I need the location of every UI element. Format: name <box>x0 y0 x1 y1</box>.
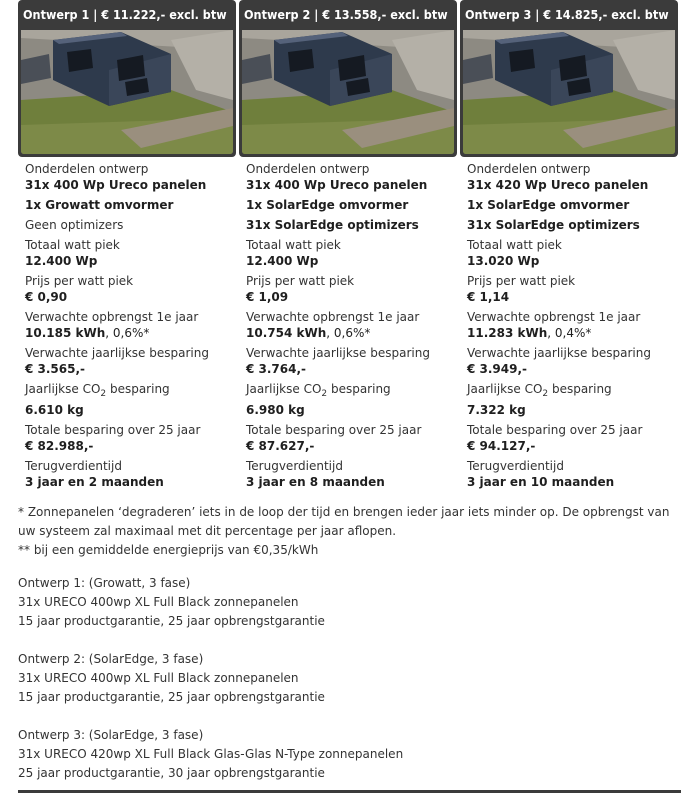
wattpeak-label: Totaal watt piek <box>25 238 120 252</box>
yield-value: 10.754 kWh <box>246 326 327 340</box>
design-details-title: Ontwerp 2: (SolarEdge, 3 fase) <box>18 652 204 666</box>
yield-row <box>246 325 457 341</box>
saving-value: € 3.949,- <box>467 362 528 376</box>
total-label: Totale besparing over 25 jaar <box>467 423 643 437</box>
yield-row <box>25 325 236 341</box>
bottom-divider <box>18 790 681 793</box>
design-specs <box>239 157 457 490</box>
saving-label: Verwachte jaarlijkse besparing <box>25 346 209 360</box>
design-details-warranty: 15 jaar productgarantie, 25 jaar opbrengstgarantie <box>18 614 325 628</box>
design-comparison <box>18 0 681 492</box>
roof-aerial-photo <box>463 30 675 154</box>
panels-value: 31x 420 Wp Ureco panelen <box>467 178 649 192</box>
total-label: Totale besparing over 25 jaar <box>246 423 422 437</box>
design-details-warranty: 15 jaar productgarantie, 25 jaar opbrengstgarantie <box>18 690 325 704</box>
saving-value: € 3.565,- <box>25 362 86 376</box>
wattpeak-value: 12.400 Wp <box>25 254 98 268</box>
co2-label-sub: 2 <box>100 389 107 399</box>
design-details-product: 31x URECO 400wp XL Full Black zonnepanelen <box>18 595 299 609</box>
total-value: € 94.127,- <box>467 439 536 453</box>
roof-aerial-photo <box>242 30 454 154</box>
payback-value: 3 jaar en 2 maanden <box>25 475 164 489</box>
co2-label-prefix: Jaarlijkse CO <box>467 382 543 396</box>
yield-value: 11.283 kWh <box>467 326 548 340</box>
design-details-warranty: 25 jaar productgarantie, 30 jaar opbrengstgarantie <box>18 766 325 780</box>
saving-label: Verwachte jaarlijkse besparing <box>246 346 430 360</box>
co2-label <box>25 381 236 402</box>
design-details-title: Ontwerp 3: (SolarEdge, 3 fase) <box>18 728 204 742</box>
roof-photo-frame <box>18 30 236 157</box>
yield-label: Verwachte opbrengst 1e jaar <box>25 310 199 324</box>
price-label: Prijs per watt piek <box>246 274 355 288</box>
design-card-3 <box>460 0 678 490</box>
design-specs <box>460 157 678 490</box>
panels-value: 31x 400 Wp Ureco panelen <box>25 178 207 192</box>
inverter-value: 1x SolarEdge omvormer <box>467 198 630 212</box>
components-label: Onderdelen ontwerp <box>467 162 591 176</box>
design-header: Ontwerp 1 | € 11.222,- excl. btw <box>18 0 236 30</box>
co2-label-suffix: besparing <box>548 382 612 396</box>
total-value: € 87.627,- <box>246 439 315 453</box>
design-details-3 <box>18 726 678 783</box>
design-details-product: 31x URECO 420wp XL Full Black Glas-Glas N-Type zonnepanelen <box>18 747 404 761</box>
panels-value: 31x 400 Wp Ureco panelen <box>246 178 428 192</box>
footnote-energy-price: ** bij een gemiddelde energieprijs van €0,35/kWh <box>18 543 319 557</box>
price-value: € 1,14 <box>467 290 510 304</box>
optimizers-value: 31x SolarEdge optimizers <box>246 218 419 232</box>
payback-label: Terugverdientijd <box>246 459 343 473</box>
design-details-product: 31x URECO 400wp XL Full Black zonnepanelen <box>18 671 299 685</box>
yield-label: Verwachte opbrengst 1e jaar <box>467 310 641 324</box>
design-details-title: Ontwerp 1: (Growatt, 3 fase) <box>18 576 191 590</box>
design-header: Ontwerp 2 | € 13.558,- excl. btw <box>239 0 457 30</box>
inverter-value: 1x Growatt omvormer <box>25 198 174 212</box>
roof-photo-frame <box>239 30 457 157</box>
price-label: Prijs per watt piek <box>25 274 134 288</box>
payback-label: Terugverdientijd <box>25 459 122 473</box>
yield-degradation: , 0,6%* <box>105 326 150 340</box>
co2-label-suffix: besparing <box>106 382 170 396</box>
components-label: Onderdelen ontwerp <box>25 162 149 176</box>
design-details-1 <box>18 574 678 631</box>
co2-value: 6.610 kg <box>25 403 84 417</box>
optimizers-value: Geen optimizers <box>25 218 124 232</box>
price-value: € 0,90 <box>25 290 68 304</box>
components-label: Onderdelen ontwerp <box>246 162 370 176</box>
optimizers-value: 31x SolarEdge optimizers <box>467 218 640 232</box>
roof-aerial-photo <box>21 30 233 154</box>
payback-value: 3 jaar en 10 maanden <box>467 475 615 489</box>
design-specs <box>18 157 236 490</box>
notes-section <box>18 503 678 783</box>
yield-value: 10.185 kWh <box>25 326 106 340</box>
yield-degradation: , 0,4%* <box>547 326 592 340</box>
co2-label-prefix: Jaarlijkse CO <box>25 382 101 396</box>
co2-label-suffix: besparing <box>327 382 391 396</box>
co2-label-sub: 2 <box>542 389 549 399</box>
wattpeak-label: Totaal watt piek <box>467 238 562 252</box>
footnote-degradation: * Zonnepanelen ‘degraderen’ iets in de loop der tijd en brengen ieder jaar iets minder op. De opbrengst van uw systeem zal maximaal met dit percentage per jaar aflopen. <box>18 505 670 538</box>
roof-photo-frame <box>460 30 678 157</box>
saving-value: € 3.764,- <box>246 362 307 376</box>
price-label: Prijs per watt piek <box>467 274 576 288</box>
design-card-1 <box>18 0 236 490</box>
inverter-value: 1x SolarEdge omvormer <box>246 198 409 212</box>
design-header: Ontwerp 3 | € 14.825,- excl. btw <box>460 0 678 30</box>
co2-label-prefix: Jaarlijkse CO <box>246 382 322 396</box>
wattpeak-value: 13.020 Wp <box>467 254 540 268</box>
co2-value: 7.322 kg <box>467 403 526 417</box>
payback-value: 3 jaar en 8 maanden <box>246 475 385 489</box>
price-value: € 1,09 <box>246 290 289 304</box>
wattpeak-label: Totaal watt piek <box>246 238 341 252</box>
design-details-2 <box>18 650 678 707</box>
total-value: € 82.988,- <box>25 439 94 453</box>
yield-degradation: , 0,6%* <box>326 326 371 340</box>
co2-label <box>246 381 457 402</box>
design-card-2 <box>239 0 457 490</box>
total-label: Totale besparing over 25 jaar <box>25 423 201 437</box>
co2-value: 6.980 kg <box>246 403 305 417</box>
yield-row <box>467 325 678 341</box>
co2-label <box>467 381 678 402</box>
payback-label: Terugverdientijd <box>467 459 564 473</box>
co2-label-sub: 2 <box>321 389 328 399</box>
wattpeak-value: 12.400 Wp <box>246 254 319 268</box>
yield-label: Verwachte opbrengst 1e jaar <box>246 310 420 324</box>
saving-label: Verwachte jaarlijkse besparing <box>467 346 651 360</box>
